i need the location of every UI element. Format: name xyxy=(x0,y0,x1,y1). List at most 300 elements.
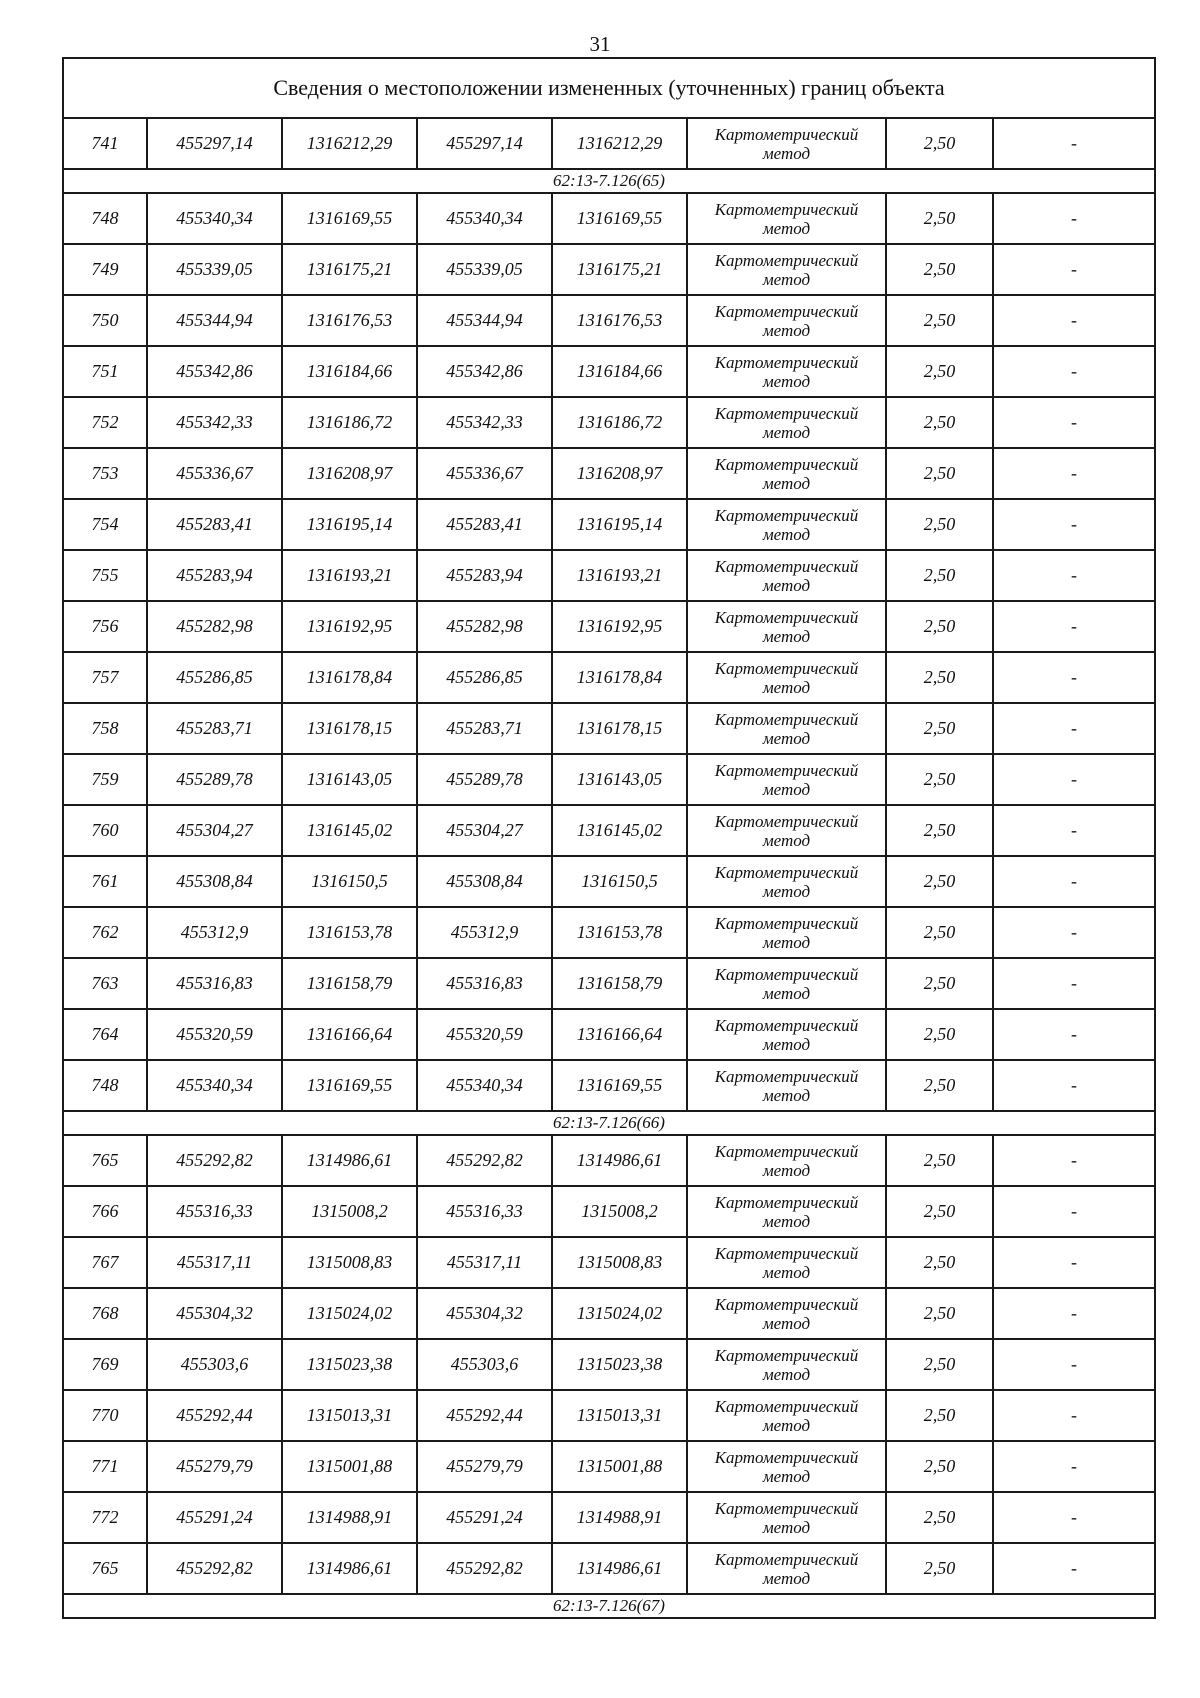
accuracy-cell: 2,50 xyxy=(886,1009,993,1060)
method-line-1: Картометрический xyxy=(714,1549,859,1569)
method-line-1: Картометрический xyxy=(714,760,859,780)
x-new-cell: 455292,82 xyxy=(417,1135,552,1186)
x-new-cell: 455317,11 xyxy=(417,1237,552,1288)
method-line-2: метод xyxy=(762,524,811,544)
table-row xyxy=(63,346,1155,397)
method-line-2: метод xyxy=(762,575,811,595)
description-cell: - xyxy=(993,1237,1155,1288)
y-old-cell: 1315024,02 xyxy=(282,1288,417,1339)
y-old-cell: 1316169,55 xyxy=(282,1060,417,1111)
y-old-cell: 1316158,79 xyxy=(282,958,417,1009)
accuracy-cell: 2,50 xyxy=(886,703,993,754)
y-old-cell: 1316150,5 xyxy=(282,856,417,907)
y-old-cell: 1314988,91 xyxy=(282,1492,417,1543)
description-cell: - xyxy=(993,856,1155,907)
y-new-cell: 1315024,02 xyxy=(552,1288,687,1339)
y-new-cell: 1316176,53 xyxy=(552,295,687,346)
accuracy-cell: 2,50 xyxy=(886,958,993,1009)
description-cell: - xyxy=(993,397,1155,448)
table-row xyxy=(63,1492,1155,1543)
method-line-2: метод xyxy=(762,932,811,952)
table-row xyxy=(63,448,1155,499)
y-old-cell: 1316178,84 xyxy=(282,652,417,703)
y-old-cell: 1316166,64 xyxy=(282,1009,417,1060)
method-line-1: Картометрический xyxy=(714,124,859,144)
method-line-1: Картометрический xyxy=(714,862,859,882)
method-line-1: Картометрический xyxy=(714,1243,859,1263)
method-line-1: Картометрический xyxy=(714,1192,859,1212)
section-header-row xyxy=(63,1111,1155,1135)
method-cell xyxy=(687,499,886,550)
method-line-1: Картометрический xyxy=(714,1498,859,1518)
point-number-cell: 753 xyxy=(63,448,147,499)
method-cell xyxy=(687,1186,886,1237)
y-new-cell: 1316175,21 xyxy=(552,244,687,295)
y-old-cell: 1316195,14 xyxy=(282,499,417,550)
method-cell xyxy=(687,448,886,499)
method-line-2: метод xyxy=(762,371,811,391)
description-cell: - xyxy=(993,754,1155,805)
method-cell xyxy=(687,1288,886,1339)
description-cell: - xyxy=(993,1441,1155,1492)
y-old-cell: 1316143,05 xyxy=(282,754,417,805)
method-cell xyxy=(687,346,886,397)
method-line-2: метод xyxy=(762,983,811,1003)
x-old-cell: 455286,85 xyxy=(147,652,282,703)
y-old-cell: 1316208,97 xyxy=(282,448,417,499)
point-number-cell: 761 xyxy=(63,856,147,907)
table-body xyxy=(63,58,1155,1618)
x-new-cell: 455283,94 xyxy=(417,550,552,601)
x-new-cell: 455297,14 xyxy=(417,118,552,169)
x-old-cell: 455317,11 xyxy=(147,1237,282,1288)
x-old-cell: 455292,82 xyxy=(147,1135,282,1186)
method-cell xyxy=(687,1492,886,1543)
method-cell xyxy=(687,295,886,346)
y-new-cell: 1316195,14 xyxy=(552,499,687,550)
method-line-2: метод xyxy=(762,626,811,646)
description-cell: - xyxy=(993,244,1155,295)
description-cell: - xyxy=(993,346,1155,397)
table-row xyxy=(63,244,1155,295)
accuracy-cell: 2,50 xyxy=(886,499,993,550)
accuracy-cell: 2,50 xyxy=(886,1441,993,1492)
method-cell xyxy=(687,601,886,652)
accuracy-cell: 2,50 xyxy=(886,1060,993,1111)
table-row xyxy=(63,295,1155,346)
x-old-cell: 455308,84 xyxy=(147,856,282,907)
x-new-cell: 455283,71 xyxy=(417,703,552,754)
x-old-cell: 455312,9 xyxy=(147,907,282,958)
method-cell xyxy=(687,1009,886,1060)
table-row xyxy=(63,601,1155,652)
y-new-cell: 1316145,02 xyxy=(552,805,687,856)
point-number-cell: 765 xyxy=(63,1543,147,1594)
description-cell: - xyxy=(993,448,1155,499)
method-cell xyxy=(687,754,886,805)
table-row xyxy=(63,958,1155,1009)
table-row xyxy=(63,805,1155,856)
table-row xyxy=(63,1543,1155,1594)
point-number-cell: 752 xyxy=(63,397,147,448)
point-number-cell: 758 xyxy=(63,703,147,754)
x-new-cell: 455279,79 xyxy=(417,1441,552,1492)
table-row xyxy=(63,652,1155,703)
y-new-cell: 1316169,55 xyxy=(552,193,687,244)
description-cell: - xyxy=(993,652,1155,703)
y-old-cell: 1316184,66 xyxy=(282,346,417,397)
y-old-cell: 1315023,38 xyxy=(282,1339,417,1390)
y-old-cell: 1315001,88 xyxy=(282,1441,417,1492)
point-number-cell: 771 xyxy=(63,1441,147,1492)
method-cell xyxy=(687,397,886,448)
x-new-cell: 455344,94 xyxy=(417,295,552,346)
accuracy-cell: 2,50 xyxy=(886,1339,993,1390)
y-old-cell: 1316193,21 xyxy=(282,550,417,601)
method-line-1: Картометрический xyxy=(714,1015,859,1035)
accuracy-cell: 2,50 xyxy=(886,856,993,907)
method-cell xyxy=(687,1441,886,1492)
table-row xyxy=(63,907,1155,958)
method-line-2: метод xyxy=(762,1211,811,1231)
x-old-cell: 455303,6 xyxy=(147,1339,282,1390)
method-line-2: метод xyxy=(762,143,811,163)
y-old-cell: 1316169,55 xyxy=(282,193,417,244)
accuracy-cell: 2,50 xyxy=(886,1135,993,1186)
description-cell: - xyxy=(993,1186,1155,1237)
accuracy-cell: 2,50 xyxy=(886,1186,993,1237)
section-header-row xyxy=(63,169,1155,193)
accuracy-cell: 2,50 xyxy=(886,1543,993,1594)
description-cell: - xyxy=(993,805,1155,856)
x-old-cell: 455279,79 xyxy=(147,1441,282,1492)
table-row xyxy=(63,1288,1155,1339)
method-line-1: Картометрический xyxy=(714,454,859,474)
accuracy-cell: 2,50 xyxy=(886,118,993,169)
x-old-cell: 455339,05 xyxy=(147,244,282,295)
point-number-cell: 757 xyxy=(63,652,147,703)
description-cell: - xyxy=(993,958,1155,1009)
x-new-cell: 455308,84 xyxy=(417,856,552,907)
method-line-1: Картометрический xyxy=(714,505,859,525)
y-new-cell: 1316150,5 xyxy=(552,856,687,907)
x-old-cell: 455344,94 xyxy=(147,295,282,346)
method-cell xyxy=(687,805,886,856)
table-row xyxy=(63,1009,1155,1060)
y-new-cell: 1316184,66 xyxy=(552,346,687,397)
accuracy-cell: 2,50 xyxy=(886,448,993,499)
point-number-cell: 748 xyxy=(63,1060,147,1111)
y-old-cell: 1315008,2 xyxy=(282,1186,417,1237)
description-cell: - xyxy=(993,907,1155,958)
method-cell xyxy=(687,550,886,601)
x-old-cell: 455342,86 xyxy=(147,346,282,397)
point-number-cell: 762 xyxy=(63,907,147,958)
method-line-2: метод xyxy=(762,728,811,748)
y-new-cell: 1316178,15 xyxy=(552,703,687,754)
point-number-cell: 754 xyxy=(63,499,147,550)
table-row xyxy=(63,499,1155,550)
accuracy-cell: 2,50 xyxy=(886,346,993,397)
y-old-cell: 1316212,29 xyxy=(282,118,417,169)
y-new-cell: 1315008,83 xyxy=(552,1237,687,1288)
y-new-cell: 1316158,79 xyxy=(552,958,687,1009)
method-line-2: метод xyxy=(762,1160,811,1180)
point-number-cell: 759 xyxy=(63,754,147,805)
point-number-cell: 766 xyxy=(63,1186,147,1237)
x-new-cell: 455316,83 xyxy=(417,958,552,1009)
method-line-2: метод xyxy=(762,320,811,340)
x-old-cell: 455282,98 xyxy=(147,601,282,652)
point-number-cell: 755 xyxy=(63,550,147,601)
y-old-cell: 1316153,78 xyxy=(282,907,417,958)
table-row xyxy=(63,1339,1155,1390)
x-new-cell: 455283,41 xyxy=(417,499,552,550)
method-line-1: Картометрический xyxy=(714,913,859,933)
x-new-cell: 455304,32 xyxy=(417,1288,552,1339)
x-new-cell: 455339,05 xyxy=(417,244,552,295)
method-cell xyxy=(687,958,886,1009)
x-old-cell: 455291,24 xyxy=(147,1492,282,1543)
x-new-cell: 455289,78 xyxy=(417,754,552,805)
method-line-2: метод xyxy=(762,1034,811,1054)
method-line-1: Картометрический xyxy=(714,1294,859,1314)
page-number: 31 xyxy=(589,32,611,56)
description-cell: - xyxy=(993,601,1155,652)
section-header-row xyxy=(63,1594,1155,1618)
boundary-coordinates-table xyxy=(62,57,1156,1619)
x-old-cell: 455292,44 xyxy=(147,1390,282,1441)
x-new-cell: 455292,44 xyxy=(417,1390,552,1441)
method-line-1: Картометрический xyxy=(714,964,859,984)
point-number-cell: 768 xyxy=(63,1288,147,1339)
point-number-cell: 769 xyxy=(63,1339,147,1390)
x-new-cell: 455340,34 xyxy=(417,193,552,244)
x-old-cell: 455316,33 xyxy=(147,1186,282,1237)
method-cell xyxy=(687,1237,886,1288)
table-row xyxy=(63,1186,1155,1237)
point-number-cell: 764 xyxy=(63,1009,147,1060)
point-number-cell: 749 xyxy=(63,244,147,295)
method-line-2: метод xyxy=(762,1364,811,1384)
x-new-cell: 455286,85 xyxy=(417,652,552,703)
method-line-1: Картометрический xyxy=(714,199,859,219)
method-cell xyxy=(687,193,886,244)
accuracy-cell: 2,50 xyxy=(886,805,993,856)
method-line-2: метод xyxy=(762,1313,811,1333)
table-row xyxy=(63,754,1155,805)
x-old-cell: 455297,14 xyxy=(147,118,282,169)
x-old-cell: 455283,94 xyxy=(147,550,282,601)
description-cell: - xyxy=(993,499,1155,550)
method-line-2: метод xyxy=(762,269,811,289)
point-number-cell: 772 xyxy=(63,1492,147,1543)
description-cell: - xyxy=(993,295,1155,346)
description-cell: - xyxy=(993,1135,1155,1186)
table-row xyxy=(63,1135,1155,1186)
x-old-cell: 455283,71 xyxy=(147,703,282,754)
method-line-2: метод xyxy=(762,422,811,442)
x-new-cell: 455316,33 xyxy=(417,1186,552,1237)
section-label: 62:13-7.126(67) xyxy=(63,1594,1155,1618)
method-line-2: метод xyxy=(762,881,811,901)
description-cell: - xyxy=(993,1339,1155,1390)
y-new-cell: 1314986,61 xyxy=(552,1543,687,1594)
table-row xyxy=(63,397,1155,448)
method-line-1: Картометрический xyxy=(714,811,859,831)
method-line-2: метод xyxy=(762,677,811,697)
method-cell xyxy=(687,1060,886,1111)
point-number-cell: 765 xyxy=(63,1135,147,1186)
x-new-cell: 455303,6 xyxy=(417,1339,552,1390)
method-line-1: Картометрический xyxy=(714,709,859,729)
y-new-cell: 1314986,61 xyxy=(552,1135,687,1186)
description-cell: - xyxy=(993,1390,1155,1441)
description-cell: - xyxy=(993,703,1155,754)
method-cell xyxy=(687,907,886,958)
y-old-cell: 1314986,61 xyxy=(282,1135,417,1186)
x-old-cell: 455342,33 xyxy=(147,397,282,448)
method-line-2: метод xyxy=(762,779,811,799)
description-cell: - xyxy=(993,1543,1155,1594)
x-new-cell: 455320,59 xyxy=(417,1009,552,1060)
point-number-cell: 748 xyxy=(63,193,147,244)
accuracy-cell: 2,50 xyxy=(886,907,993,958)
method-cell xyxy=(687,118,886,169)
point-number-cell: 760 xyxy=(63,805,147,856)
accuracy-cell: 2,50 xyxy=(886,1492,993,1543)
x-new-cell: 455291,24 xyxy=(417,1492,552,1543)
y-new-cell: 1316208,97 xyxy=(552,448,687,499)
x-new-cell: 455292,82 xyxy=(417,1543,552,1594)
x-new-cell: 455336,67 xyxy=(417,448,552,499)
y-old-cell: 1316176,53 xyxy=(282,295,417,346)
x-old-cell: 455320,59 xyxy=(147,1009,282,1060)
y-old-cell: 1315013,31 xyxy=(282,1390,417,1441)
x-old-cell: 455340,34 xyxy=(147,1060,282,1111)
method-line-1: Картометрический xyxy=(714,1066,859,1086)
method-cell xyxy=(687,856,886,907)
method-line-1: Картометрический xyxy=(714,1345,859,1365)
point-number-cell: 751 xyxy=(63,346,147,397)
x-old-cell: 455304,27 xyxy=(147,805,282,856)
section-label: 62:13-7.126(65) xyxy=(63,169,1155,193)
x-new-cell: 455340,34 xyxy=(417,1060,552,1111)
accuracy-cell: 2,50 xyxy=(886,754,993,805)
accuracy-cell: 2,50 xyxy=(886,1390,993,1441)
accuracy-cell: 2,50 xyxy=(886,244,993,295)
description-cell: - xyxy=(993,550,1155,601)
y-new-cell: 1316169,55 xyxy=(552,1060,687,1111)
y-new-cell: 1315013,31 xyxy=(552,1390,687,1441)
table-row xyxy=(63,856,1155,907)
x-new-cell: 455304,27 xyxy=(417,805,552,856)
y-new-cell: 1316166,64 xyxy=(552,1009,687,1060)
method-line-2: метод xyxy=(762,1085,811,1105)
accuracy-cell: 2,50 xyxy=(886,550,993,601)
x-old-cell: 455292,82 xyxy=(147,1543,282,1594)
method-line-2: метод xyxy=(762,473,811,493)
method-line-1: Картометрический xyxy=(714,352,859,372)
method-cell xyxy=(687,1135,886,1186)
table-row xyxy=(63,1441,1155,1492)
table-title-row xyxy=(63,58,1155,118)
accuracy-cell: 2,50 xyxy=(886,652,993,703)
method-line-1: Картометрический xyxy=(714,556,859,576)
description-cell: - xyxy=(993,118,1155,169)
method-line-1: Картометрический xyxy=(714,301,859,321)
method-line-1: Картометрический xyxy=(714,403,859,423)
table-row xyxy=(63,1237,1155,1288)
x-old-cell: 455336,67 xyxy=(147,448,282,499)
accuracy-cell: 2,50 xyxy=(886,295,993,346)
y-new-cell: 1316178,84 xyxy=(552,652,687,703)
accuracy-cell: 2,50 xyxy=(886,1237,993,1288)
point-number-cell: 750 xyxy=(63,295,147,346)
method-line-2: метод xyxy=(762,1415,811,1435)
method-line-2: метод xyxy=(762,218,811,238)
x-new-cell: 455342,33 xyxy=(417,397,552,448)
method-cell xyxy=(687,1543,886,1594)
method-line-1: Картометрический xyxy=(714,1447,859,1467)
x-old-cell: 455283,41 xyxy=(147,499,282,550)
table-title: Сведения о местоположении измененных (уточненных) границ объекта xyxy=(63,58,1155,118)
accuracy-cell: 2,50 xyxy=(886,601,993,652)
table-row xyxy=(63,1060,1155,1111)
method-line-2: метод xyxy=(762,1517,811,1537)
y-old-cell: 1316175,21 xyxy=(282,244,417,295)
y-new-cell: 1315023,38 xyxy=(552,1339,687,1390)
x-old-cell: 455340,34 xyxy=(147,193,282,244)
table-row xyxy=(63,703,1155,754)
y-old-cell: 1316178,15 xyxy=(282,703,417,754)
y-new-cell: 1316153,78 xyxy=(552,907,687,958)
method-line-1: Картометрический xyxy=(714,1141,859,1161)
accuracy-cell: 2,50 xyxy=(886,193,993,244)
y-new-cell: 1316192,95 xyxy=(552,601,687,652)
table-row xyxy=(63,193,1155,244)
description-cell: - xyxy=(993,193,1155,244)
description-cell: - xyxy=(993,1009,1155,1060)
description-cell: - xyxy=(993,1060,1155,1111)
accuracy-cell: 2,50 xyxy=(886,397,993,448)
y-new-cell: 1316143,05 xyxy=(552,754,687,805)
x-old-cell: 455289,78 xyxy=(147,754,282,805)
table-row xyxy=(63,118,1155,169)
table-row xyxy=(63,1390,1155,1441)
method-cell xyxy=(687,244,886,295)
method-line-2: метод xyxy=(762,1262,811,1282)
y-new-cell: 1316186,72 xyxy=(552,397,687,448)
method-line-1: Картометрический xyxy=(714,1396,859,1416)
x-old-cell: 455304,32 xyxy=(147,1288,282,1339)
y-old-cell: 1316186,72 xyxy=(282,397,417,448)
table-row xyxy=(63,550,1155,601)
x-new-cell: 455312,9 xyxy=(417,907,552,958)
x-old-cell: 455316,83 xyxy=(147,958,282,1009)
point-number-cell: 756 xyxy=(63,601,147,652)
y-old-cell: 1315008,83 xyxy=(282,1237,417,1288)
method-line-2: метод xyxy=(762,830,811,850)
x-new-cell: 455282,98 xyxy=(417,601,552,652)
y-new-cell: 1315001,88 xyxy=(552,1441,687,1492)
point-number-cell: 770 xyxy=(63,1390,147,1441)
method-line-1: Картометрический xyxy=(714,607,859,627)
accuracy-cell: 2,50 xyxy=(886,1288,993,1339)
y-old-cell: 1316192,95 xyxy=(282,601,417,652)
y-new-cell: 1316212,29 xyxy=(552,118,687,169)
description-cell: - xyxy=(993,1492,1155,1543)
